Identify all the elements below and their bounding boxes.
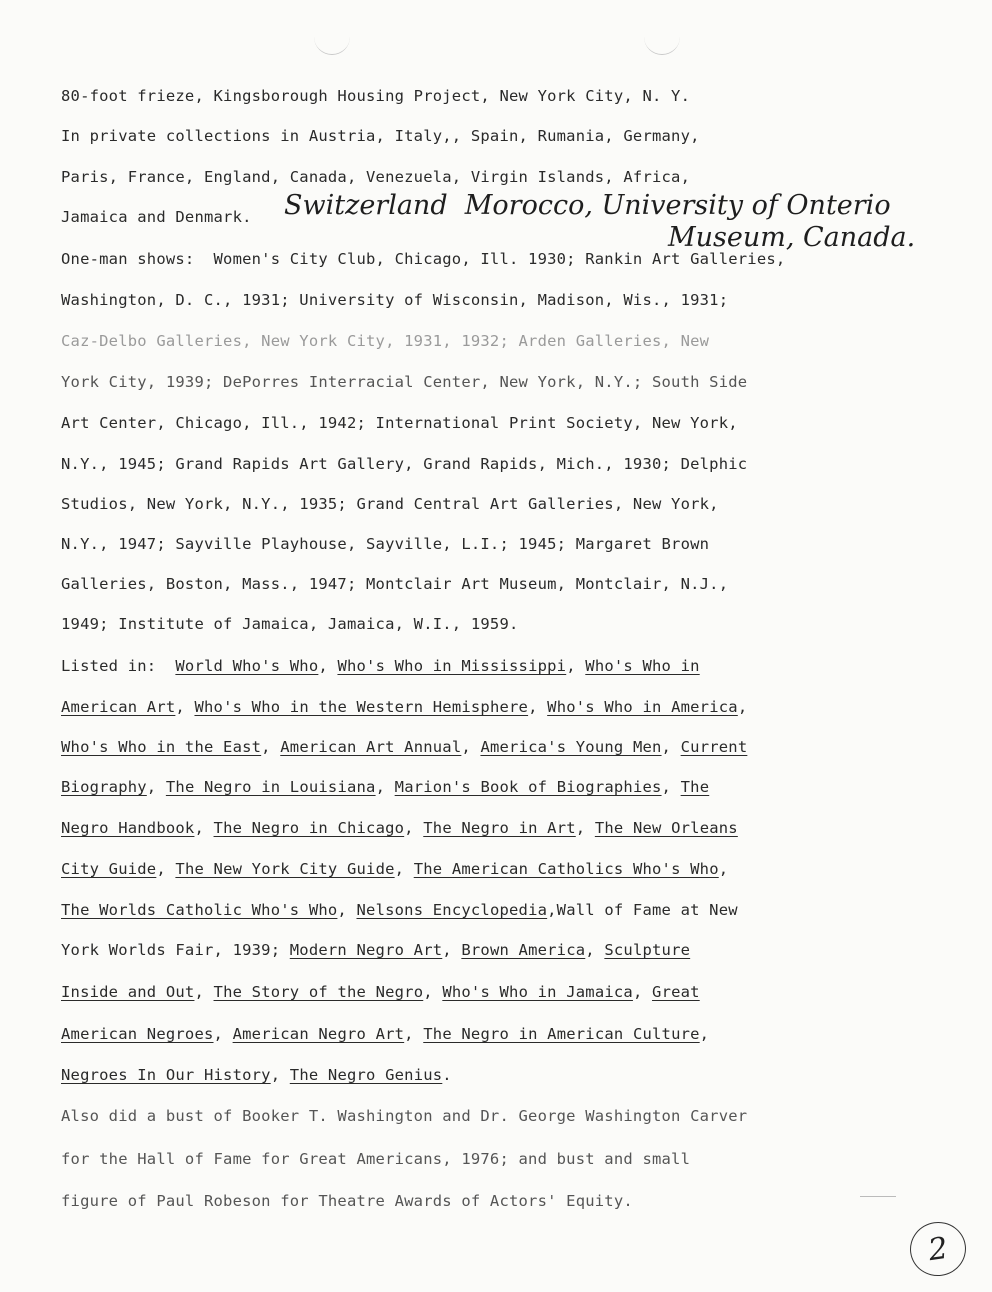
listed-line — [61, 818, 738, 838]
separator: , — [194, 819, 214, 837]
text-line: Also did a bust of Booker T. Washington and Dr. George Washington Carver — [61, 1107, 748, 1125]
book-title: The — [680, 778, 710, 796]
text-line: York City, 1939; DePorres Interracial Center, New York, N.Y.; South Side — [61, 373, 748, 391]
listed-prefix: Listed in: — [61, 657, 176, 675]
listed-line — [61, 777, 709, 797]
separator: , — [194, 983, 214, 1001]
separator: , — [337, 901, 357, 919]
book-title: The American Catholics Who's Who — [413, 860, 719, 878]
separator: , — [261, 738, 281, 756]
text-line: Jamaica and Denmark. — [61, 208, 252, 226]
book-title: The New York City Guide — [175, 860, 395, 878]
text-line: Paris, France, England, Canada, Venezuela, Virgin Islands, Africa, — [61, 168, 691, 186]
book-title: American Negroes — [61, 1025, 214, 1043]
book-title: The Negro in Chicago — [213, 819, 405, 837]
book-title: Who's Who in America — [547, 698, 738, 716]
separator: , — [661, 778, 681, 796]
book-title: Who's Who in Jamaica — [442, 983, 633, 1001]
text-line: 1949; Institute of Jamaica, Jamaica, W.I., 1959. — [61, 615, 519, 633]
book-title: Sculpture — [604, 941, 691, 959]
separator: , — [442, 941, 462, 959]
separator: , — [585, 941, 605, 959]
listed-line — [61, 982, 700, 1002]
book-title: American Art — [61, 698, 176, 716]
book-title: The Negro in Art — [423, 819, 576, 837]
separator: , — [375, 778, 395, 796]
handwritten-annotation: Museum, Canada. — [668, 222, 916, 253]
separator: , — [318, 657, 338, 675]
book-title: Who's Who in — [585, 657, 700, 675]
separator: , — [632, 983, 653, 1001]
listed-end: . — [442, 1066, 452, 1084]
punch-hole-mark — [644, 36, 680, 55]
separator: , — [661, 738, 681, 756]
book-title: America's Young Men — [480, 738, 662, 756]
text-line: Caz-Delbo Galleries, New York City, 1931, 1932; Arden Galleries, New — [61, 332, 710, 350]
text-line: N.Y., 1945; Grand Rapids Art Gallery, Grand Rapids, Mich., 1930; Delphic — [61, 455, 748, 473]
separator: , — [423, 983, 443, 1001]
listed-line: American Art, Who's Who in the Western Hemisphere, Who's Who in America, — [61, 698, 748, 716]
book-title: The New Orleans — [594, 819, 738, 837]
book-title: The Negro in American Culture — [423, 1025, 700, 1043]
separator: , — [566, 657, 586, 675]
listed-tail: ,Wall of Fame at New — [547, 901, 738, 919]
book-title: American Art Annual — [280, 738, 462, 756]
listed-line: City Guide, The New York City Guide, The American Catholics Who's Who, — [61, 860, 729, 878]
listed-head: York Worlds Fair, 1939; — [61, 941, 290, 959]
book-title: Brown America — [461, 941, 586, 959]
book-title: Negroes In Our History — [61, 1066, 271, 1084]
book-title: Negro Handbook — [61, 819, 195, 837]
page-number-circled — [907, 1218, 970, 1279]
handwritten-annotation: Switzerland Morocco, University of Onterio — [284, 190, 891, 221]
book-title: The Worlds Catholic Who's Who — [61, 901, 338, 919]
text-line: In private collections in Austria, Italy,, Spain, Rumania, Germany, — [61, 127, 700, 145]
listed-line — [61, 900, 738, 920]
book-title: Biography — [61, 778, 147, 796]
book-title: Who's Who in the East — [61, 738, 262, 756]
book-title: Modern Negro Art — [289, 941, 443, 959]
page-number: 2 — [926, 1230, 950, 1268]
book-title: Who's Who in the Western Hemisphere — [194, 698, 529, 716]
text-line: Washington, D. C., 1931; University of Wisconsin, Madison, Wis., 1931; — [61, 291, 729, 309]
text-line: Galleries, Boston, Mass., 1947; Montclair Art Museum, Montclair, N.J., — [61, 575, 729, 593]
book-title: The Negro Genius — [289, 1066, 443, 1084]
book-title: The Negro in Louisiana — [165, 778, 376, 796]
separator: , — [146, 778, 166, 796]
separator: , — [461, 738, 481, 756]
separator: , — [404, 819, 424, 837]
separator: , — [394, 860, 414, 878]
listed-line — [61, 940, 690, 960]
stray-mark — [860, 1196, 896, 1197]
separator: , — [575, 819, 595, 837]
separator: , — [404, 1025, 424, 1043]
book-title: World Who's Who — [175, 657, 319, 675]
text-line: Studios, New York, N.Y., 1935; Grand Central Art Galleries, New York, — [61, 495, 719, 513]
separator: , — [270, 1066, 290, 1084]
text-line: figure of Paul Robeson for Theatre Awards of Actors' Equity. — [61, 1192, 633, 1210]
listed-line — [61, 656, 700, 676]
separator: , — [528, 698, 548, 716]
listed-line: American Negroes, American Negro Art, The Negro in American Culture, — [61, 1025, 710, 1043]
separator: , — [175, 698, 195, 716]
book-title: Great — [652, 983, 700, 1001]
listed-line — [61, 1065, 452, 1085]
text-line: One-man shows: Women's City Club, Chicago, Ill. 1930; Rankin Art Galleries, — [61, 250, 786, 268]
text-line: N.Y., 1947; Sayville Playhouse, Sayville, L.I.; 1945; Margaret Brown — [61, 535, 710, 553]
book-title: The Story of the Negro — [213, 983, 424, 1001]
separator: , — [156, 860, 176, 878]
book-title: Marion's Book of Biographies — [394, 778, 662, 796]
text-line: 80-foot frieze, Kingsborough Housing Project, New York City, N. Y. — [61, 87, 691, 105]
book-title: American Negro Art — [232, 1025, 405, 1043]
book-title: Who's Who in Mississippi — [337, 657, 567, 675]
text-line: Art Center, Chicago, Ill., 1942; International Print Society, New York, — [61, 414, 738, 432]
book-title: Current — [680, 738, 748, 756]
book-title: Inside and Out — [61, 983, 195, 1001]
book-title: City Guide — [61, 860, 157, 878]
book-title: Nelsons Encyclopedia — [356, 901, 548, 919]
text-line: for the Hall of Fame for Great Americans, 1976; and bust and small — [61, 1150, 691, 1168]
punch-hole-mark — [314, 36, 350, 55]
separator: , — [213, 1025, 233, 1043]
listed-line — [61, 737, 747, 757]
